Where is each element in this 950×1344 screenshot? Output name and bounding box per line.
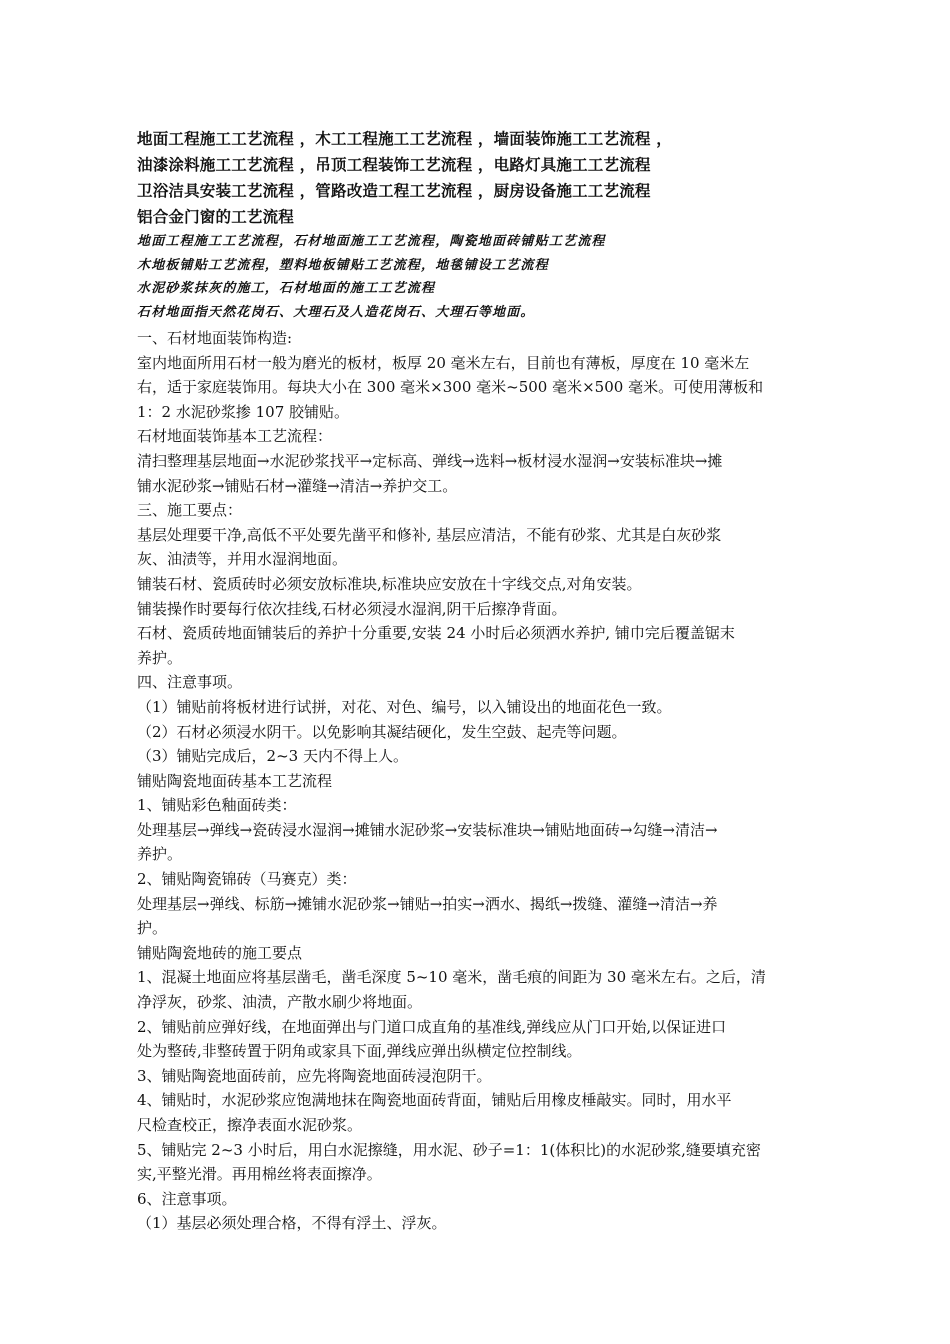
section-title: 三、施工要点： bbox=[137, 501, 243, 520]
paragraph-line: 4、铺贴时，水泥砂浆应饱满地抹在陶瓷地面砖背面，铺贴后用橡皮棰敲实。同时，用水平 bbox=[137, 1091, 732, 1110]
subheading-line: 石材地面指天然花岗石、大理石及人造花岗石、大理石等地面。 bbox=[137, 304, 535, 320]
paragraph-line: 1、混凝土地面应将基层凿毛，凿毛深度 5~10 毫米，凿毛痕的间距为 30 毫米左右。之后，清 bbox=[137, 968, 766, 987]
subheading-line: 水泥砂浆抹灰的施工，石材地面的施工工艺流程 bbox=[137, 281, 436, 296]
list-item: （3）铺贴完成后，2~3 天内不得上人。 bbox=[137, 747, 408, 766]
paragraph-line: 尺检查校正，擦净表面水泥砂浆。 bbox=[137, 1116, 363, 1134]
section-title: 一、石材地面装饰构造: bbox=[137, 329, 293, 347]
list-item: （1）基层必须处理合格，不得有浮土、浮灰。 bbox=[137, 1214, 447, 1233]
section-title: 四、注意事项。 bbox=[137, 673, 243, 692]
heading-block bbox=[137, 126, 827, 230]
paragraph-line: 石材、瓷质砖地面铺装后的养护十分重要,安装 24 小时后必须洒水养护, 铺巾完后覆盖锯末 bbox=[137, 624, 735, 643]
paragraph-line: 铺水泥砂浆→铺贴石材→灌缝→清洁→养护交工。 bbox=[137, 476, 458, 495]
section-title: 石材地面装饰基本工艺流程： bbox=[137, 427, 333, 446]
paragraph-line: 3、铺贴陶瓷地面砖前，应先将陶瓷地面砖浸泡阴干。 bbox=[137, 1066, 492, 1085]
subheading-block bbox=[137, 230, 827, 324]
heading-line: 油漆涂料施工工艺流程 ，吊顶工程装饰工艺流程 ，电路灯具施工工艺流程 bbox=[137, 156, 651, 174]
heading-line: 地面工程施工工艺流程 ，木工工程施工工艺流程 ，墙面装饰施工工艺流程 ， bbox=[137, 130, 672, 148]
paragraph-line: 5、铺贴完 2~3 小时后，用白水泥擦缝，用水泥、砂子=1：1(体积比)的水泥砂浆,缝要填充密 bbox=[137, 1140, 761, 1159]
paragraph-line: 2、铺贴前应弹好线，在地面弹出与门道口成直角的基准线,弹线应从门口开始,以保证进口 bbox=[137, 1017, 727, 1036]
body-text bbox=[137, 326, 827, 1236]
list-item: （2）石材必须浸水阴干。以免影响其凝结硬化，发生空鼓、起壳等问题。 bbox=[137, 722, 627, 741]
paragraph-line: 实,平整光滑。再用棉丝将表面擦净。 bbox=[137, 1165, 382, 1184]
document-page bbox=[137, 126, 827, 1236]
paragraph-line: 处为整砖,非整砖置于阴角或家具下面,弹线应弹出纵横定位控制线。 bbox=[137, 1042, 582, 1061]
subheading-line: 木地板铺贴工艺流程，塑料地板铺贴工艺流程，地毯铺设工艺流程 bbox=[137, 257, 549, 273]
section-title: 铺贴陶瓷地面砖基本工艺流程 bbox=[137, 771, 333, 790]
paragraph-line: 清扫整理基层地面→水泥砂浆找平→定标高、弹线→选料→板材浸水湿润→安装标准块→摊 bbox=[137, 451, 723, 470]
paragraph-line: 室内地面所用石材一般为磨光的板材，板厚 20 毫米左右，目前也有薄板，厚度在 10 毫米左 bbox=[137, 353, 750, 372]
paragraph-line: 净浮灰，砂浆、油渍，产散水刷少将地面。 bbox=[137, 993, 423, 1012]
paragraph-line: 右，适于家庭装饰用。每块大小在 300 毫米×300 毫米~500 毫米×500 毫米。可使用薄板和 bbox=[137, 378, 764, 397]
paragraph-line: 基层处理要干净,高低不平处要先凿平和修补, 基层应清洁，不能有砂浆、尤其是白灰砂浆 bbox=[137, 525, 722, 544]
section-title: 1、铺贴彩色釉面砖类： bbox=[137, 796, 297, 815]
section-title: 铺贴陶瓷地砖的施工要点 bbox=[137, 943, 303, 962]
paragraph-line: 铺装操作时要每行依次挂线,石材必须浸水湿润,阴干后擦净背面。 bbox=[137, 599, 567, 618]
paragraph-line: 1：2 水泥砂浆掺 107 胶铺贴。 bbox=[137, 402, 350, 421]
paragraph-line: 铺装石材、瓷质砖时必须安放标准块,标准块应安放在十字线交点,对角安装。 bbox=[137, 574, 642, 593]
subheading-line: 地面工程施工工艺流程，石材地面施工工艺流程，陶瓷地面砖铺贴工艺流程 bbox=[137, 234, 606, 249]
section-title: 6、注意事项。 bbox=[137, 1189, 237, 1208]
paragraph-line: 处理基层→弹线→瓷砖浸水湿润→摊铺水泥砂浆→安装标准块→铺贴地面砖→勾缝→清洁→ bbox=[137, 820, 718, 839]
paragraph-line: 处理基层→弹线、标筋→摊铺水泥砂浆→铺贴→拍实→洒水、揭纸→拨缝、灌缝→清洁→养 bbox=[137, 894, 718, 913]
paragraph-line: 养护。 bbox=[137, 648, 183, 667]
heading-line: 卫浴洁具安装工艺流程 ，管路改造工程工艺流程 ，厨房设备施工工艺流程 bbox=[137, 182, 651, 200]
heading-line: 铝合金门窗的工艺流程 bbox=[137, 208, 295, 226]
paragraph-line: 护。 bbox=[137, 919, 168, 938]
section-title: 2、铺贴陶瓷锦砖（马赛克）类： bbox=[137, 870, 357, 889]
list-item: （1）铺贴前将板材进行试拼，对花、对色、编号，以入铺设出的地面花色一致。 bbox=[137, 697, 672, 716]
paragraph-line: 养护。 bbox=[137, 845, 183, 864]
paragraph-line: 灰、油渍等，并用水湿润地面。 bbox=[137, 550, 348, 569]
